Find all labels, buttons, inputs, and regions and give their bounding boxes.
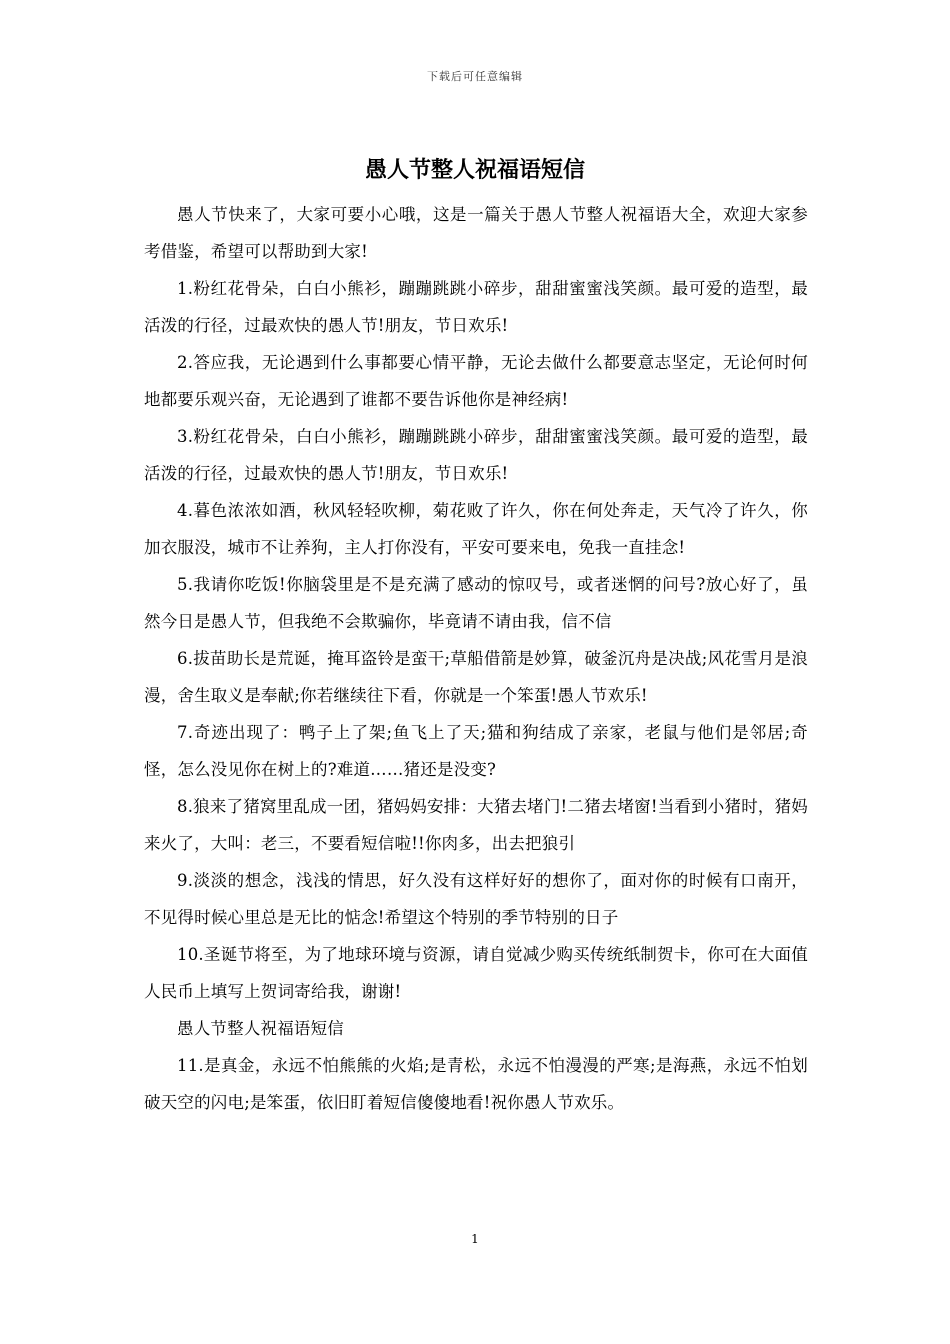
message-paragraph-4: 4.暮色浓浓如酒，秋风轻轻吹柳，菊花败了许久，你在何处奔走，天气冷了许久，你加衣服没，城市不让养狗，主人打你没有，平安可要来电，免我一直挂念! xyxy=(144,501,808,557)
message-paragraph-7: 7.奇迹出现了：鸭子上了架;鱼飞上了天;猫和狗结成了亲家，老鼠与他们是邻居;奇怪，怎么没见你在树上的?难道……猪还是没变? xyxy=(144,723,808,779)
page-number: 1 xyxy=(471,1232,479,1246)
message-paragraph-9: 9.淡淡的想念，浅浅的情思，好久没有这样好好的想你了，面对你的时候有口南开，不见得时候心里总是无比的惦念!希望这个特别的季节特别的日子 xyxy=(144,871,808,927)
message-paragraph-2: 2.答应我，无论遇到什么事都要心情平静，无论去做什么都要意志坚定，无论何时何地都要乐观兴奋，无论遇到了谁都不要告诉他你是神经病! xyxy=(144,353,808,409)
message-paragraph-10: 10.圣诞节将至，为了地球环境与资源，请自觉减少购买传统纸制贺卡，你可在大面值人民币上填写上贺词寄给我，谢谢! xyxy=(144,945,808,1001)
message-paragraph-1: 1.粉红花骨朵，白白小熊衫，蹦蹦跳跳小碎步，甜甜蜜蜜浅笑颜。最可爱的造型，最活泼的行径，过最欢快的愚人节!朋友，节日欢乐! xyxy=(144,279,808,335)
intro-paragraph: 愚人节快来了，大家可要小心哦，这是一篇关于愚人节整人祝福语大全，欢迎大家参考借鉴，希望可以帮助到大家! xyxy=(144,205,808,261)
message-paragraph-6: 6.拔苗助长是荒诞，掩耳盗铃是蛮干;草船借箭是妙算，破釜沉舟是决战;风花雪月是浪漫，舍生取义是奉献;你若继续往下看，你就是一个笨蛋!愚人节欢乐! xyxy=(144,649,808,705)
document-title: 愚人节整人祝福语短信 xyxy=(364,157,585,183)
message-paragraph-11: 11.是真金，永远不怕熊熊的火焰;是青松，永远不怕漫漫的严寒;是海燕，永远不怕划破天空的闪电;是笨蛋，依旧盯着短信傻傻地看!祝你愚人节欢乐。 xyxy=(144,1056,808,1112)
section-subtitle: 愚人节整人祝福语短信 xyxy=(177,1019,344,1038)
page-header-note: 下载后可任意编辑 xyxy=(427,70,523,83)
message-paragraph-3: 3.粉红花骨朵，白白小熊衫，蹦蹦跳跳小碎步，甜甜蜜蜜浅笑颜。最可爱的造型，最活泼的行径，过最欢快的愚人节!朋友，节日欢乐! xyxy=(144,427,808,483)
message-paragraph-5: 5.我请你吃饭!你脑袋里是不是充满了感动的惊叹号，或者迷惘的问号?放心好了，虽然今日是愚人节，但我绝不会欺骗你，毕竟请不请由我，信不信 xyxy=(144,575,808,631)
message-paragraph-8: 8.狼来了猪窝里乱成一团，猪妈妈安排：大猪去堵门!二猪去堵窗!当看到小猪时，猪妈来火了，大叫：老三，不要看短信啦!!你肉多，出去把狼引 xyxy=(144,797,809,853)
document-body xyxy=(144,196,808,1121)
